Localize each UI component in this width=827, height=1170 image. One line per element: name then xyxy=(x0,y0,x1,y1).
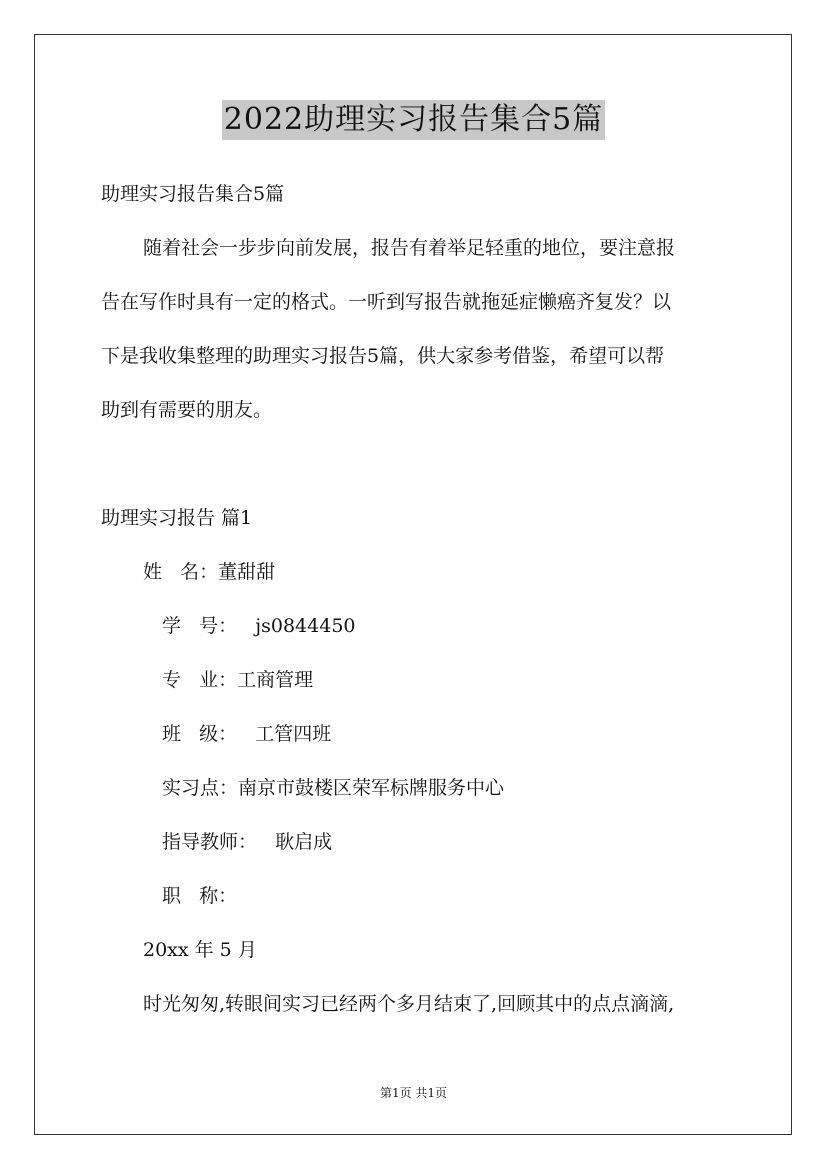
intro-line-4: 助到有需要的朋友。 xyxy=(101,399,273,421)
page-footer: 第1页 共1页 xyxy=(379,1086,448,1100)
field-title: 职 称： xyxy=(162,885,238,907)
intro-line-3: 下是我收集整理的助理实习报告5篇，供大家参考借鉴，希望可以帮 xyxy=(101,345,665,367)
title-container xyxy=(0,100,827,140)
report-date: 20xx 年 5 月 xyxy=(143,939,257,961)
document-subtitle: 助理实习报告集合5篇 xyxy=(101,183,285,205)
section-heading: 助理实习报告 篇1 xyxy=(101,507,253,529)
body-paragraph-start: 时光匆匆,转眼间实习已经两个多月结束了,回顾其中的点点滴滴, xyxy=(143,993,675,1015)
field-advisor: 指导教师： 耿启成 xyxy=(162,831,333,853)
document-title: 2022助理实习报告集合5篇 xyxy=(222,100,605,140)
intro-line-1: 随着社会一步步向前发展，报告有着举足轻重的地位，要注意报 xyxy=(143,237,676,259)
field-class: 班 级： 工管四班 xyxy=(162,723,332,745)
field-major: 专 业：工商管理 xyxy=(162,669,314,691)
field-name: 姓 名：董甜甜 xyxy=(143,561,276,583)
intro-line-2: 告在写作时具有一定的格式。一听到写报告就拖延症懒癌齐复发？以 xyxy=(101,291,672,313)
field-location: 实习点：南京市鼓楼区荣军标牌服务中心 xyxy=(162,777,505,799)
field-student-id: 学 号： js0844450 xyxy=(162,615,356,637)
